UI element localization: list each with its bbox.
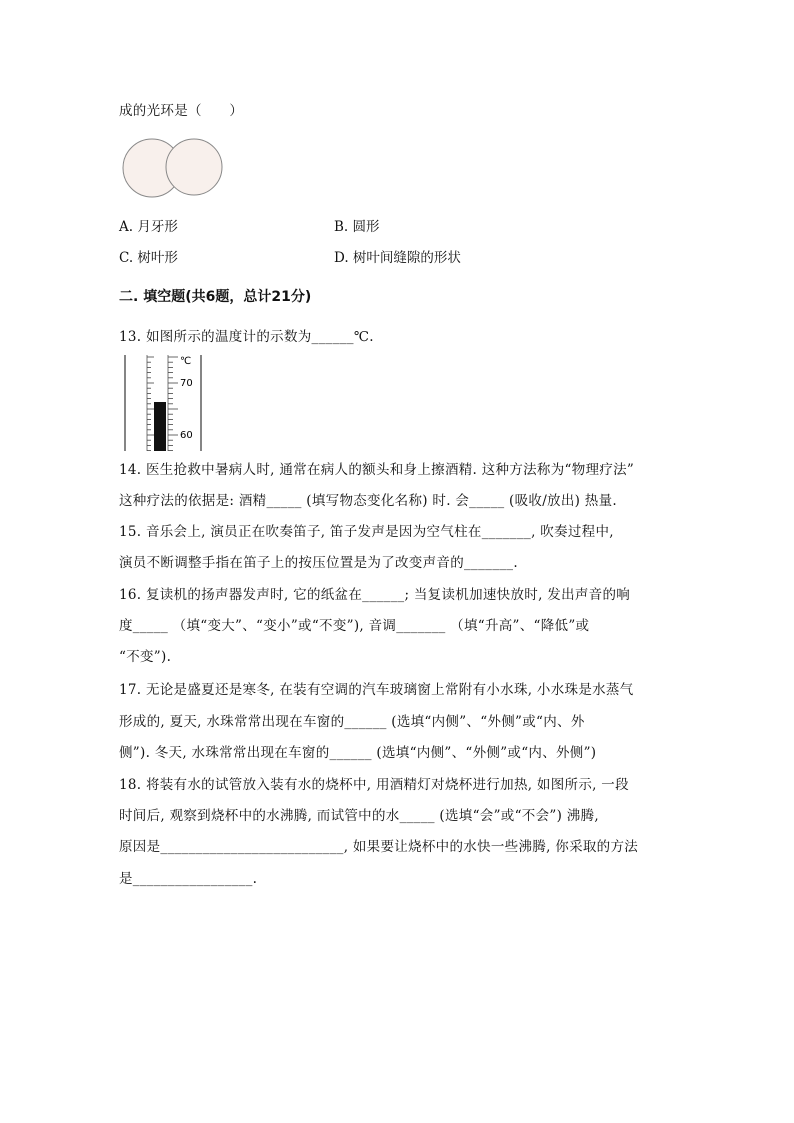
small-circle: [166, 139, 222, 195]
q17-line-1: 17. 无论是盛夏还是寒冬, 在装有空调的汽车玻璃窗上常附有小水珠, 小水珠是水蒸气: [119, 682, 634, 698]
thermometer-figure: [122, 353, 204, 453]
q15-line-2: 演员不断调整手指在笛子上的按压位置是为了改变声音的_______.: [119, 555, 518, 571]
q12-option-c: C. 树叶形: [119, 250, 178, 266]
q14-line-1: 14. 医生抢救中暑病人时, 通常在病人的额头和身上擦酒精. 这种方法称为“物理疗法”: [119, 462, 635, 478]
tick-label-60: 60: [180, 430, 193, 441]
q17-line-2: 形成的, 夏天, 水珠常常出现在车窗的______ (选填“内侧”、“外侧”或“内、外: [119, 714, 585, 730]
q18-line-3: 原因是__________________________, 如果要让烧杯中的水快一些沸腾, 你采取的方法: [119, 839, 639, 855]
unit-label: ℃: [180, 356, 192, 367]
q12-stem-end: 成的光环是（ ）: [119, 103, 244, 119]
q18-line-2: 时间后, 观察到烧杯中的水沸腾, 而试管中的水_____ (选填“会”或“不会”) 沸腾,: [119, 808, 599, 824]
q12-option-d: D. 树叶间缝隙的形状: [334, 250, 461, 266]
q12-option-a: A. 月牙形: [119, 219, 178, 235]
q15-line-1: 15. 音乐会上, 演员正在吹奏笛子, 笛子发声是因为空气柱在_______, 吹奏过程中,: [119, 524, 614, 540]
q14-line-2: 这种疗法的依据是: 酒精_____ (填写物态变化名称) 时. 会_____ (吸收/放出) 热量.: [119, 493, 617, 509]
q16-line-3: “不变”).: [119, 649, 172, 665]
q16-line-1: 16. 复读机的扬声器发声时, 它的纸盆在______; 当复读机加速快放时, 发出声音的响: [119, 587, 631, 603]
q18-line-4: 是_________________.: [119, 871, 258, 887]
mercury-column: [154, 402, 166, 451]
overlapping-circles-figure: [122, 137, 226, 203]
section-title: 二. 填空题(共6题，总计21分): [119, 289, 312, 305]
tick-label-70: 70: [180, 378, 193, 389]
q18-line-1: 18. 将装有水的试管放入装有水的烧杯中, 用酒精灯对烧杯进行加热, 如图所示, 一段: [119, 777, 629, 793]
q13-text: 13. 如图所示的温度计的示数为______℃.: [119, 329, 374, 345]
q12-option-b: B. 圆形: [334, 219, 380, 235]
q17-line-3: 侧”). 冬天, 水珠常常出现在车窗的______ (选填“内侧”、“外侧”或“内、外侧”): [119, 745, 597, 761]
q16-line-2: 度_____ （填“变大”、“变小”或“不变”), 音调_______ （填“升高”、“降低”或: [119, 618, 590, 634]
